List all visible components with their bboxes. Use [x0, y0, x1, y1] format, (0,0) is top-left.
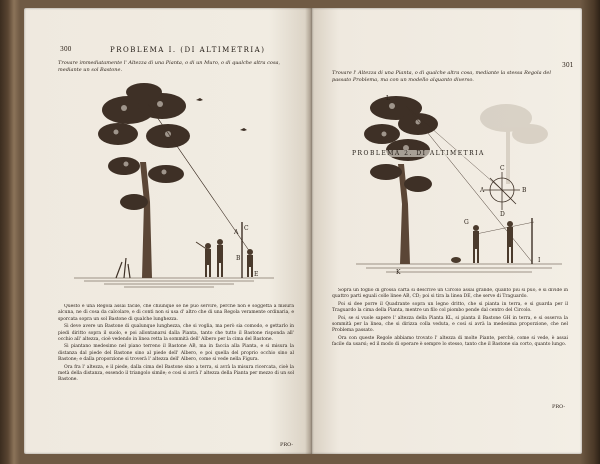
bird — [240, 128, 247, 131]
right-engraving — [356, 94, 566, 280]
body-paragraph: Questo è una Regola assai facile, che chiunque se ne può servire, perchè non è soggetta a misura alcuna, ne di cosa da calcolare, e di conti non si usa d' altro che di una Regola veramente ordinaria, e sporcata sopra un sol Bastone di qualche lunghezza. — [58, 304, 294, 322]
figure-label-a: A — [480, 187, 485, 194]
figure-label-a: A — [234, 229, 239, 236]
left-page-body — [58, 304, 294, 442]
small-plant — [116, 258, 130, 278]
figure-label-b: B — [236, 255, 241, 262]
body-paragraph: Si piantano medesimo nel piano terreno il Bastone AB, ma in faccia alla Pianta, e si misura la distanza dal piede del Bastone sino al piede dell' Albero, e poi quella del proprio occhio sino al Bastone; e dalla proporzione si troverà l' altezza dell' Albero, come si vede nella Figura. — [58, 344, 294, 363]
right-page-body — [332, 288, 568, 396]
figure-label-g: G — [464, 219, 469, 226]
left-page-headline: PROBLEMA I. (DI ALTIMETRIA) — [110, 46, 266, 54]
body-paragraph: Ora con queste Regole abbiamo trovato l' altezza di molte Piante, perchè, come si vede, è assai facile da usarsi; ed il modo di operare è sempre lo stesso, tanto che il Bastone sia corto, quanto lungo. — [332, 335, 568, 348]
figure-label-e: E — [254, 271, 259, 278]
right-page-intro: Trovare l' Altezza di una Pianta, o di qualche altra cosa, mediante la stessa Regola del passato Problema, ma con un modello alquanto diverso. — [332, 70, 551, 83]
figure-label-b: B — [522, 187, 527, 194]
left-page-number: 300 — [60, 46, 72, 53]
right-page — [312, 8, 582, 454]
left-engraving — [64, 82, 284, 296]
body-paragraph: Poi, se si vuole sapere l' altezza della Pianta KL, si pianta il Bastone GH in terra, e si osserva la sommità per la linea, che si dirizza colla veduta, e così si avrà la medesima proporzione, che nel Problema passato. — [332, 315, 568, 334]
ground-hatching — [74, 278, 274, 287]
left-page — [24, 8, 312, 454]
figure-label-d: D — [500, 211, 505, 218]
right-page-headline: PROBLEMA 2. DI ALTIMETRIA — [352, 150, 485, 157]
right-catchword: PRO- — [552, 404, 566, 410]
left-catchword: PRO- — [280, 442, 294, 448]
figure-label-i: I — [538, 257, 541, 264]
ground-hatching — [356, 264, 562, 272]
quadrant-circle — [484, 172, 520, 210]
figure-label-l: L — [386, 95, 390, 102]
observer-figures — [205, 239, 253, 277]
bird — [196, 98, 203, 101]
tree-trunk — [140, 162, 152, 278]
figure-label-c: C — [244, 225, 249, 232]
body-paragraph: Sopra un foglio di grossa carta si descrive un Circolo assai grande, quanto più si può, e si divide in quattro parti eguali colle linee AB, CD; poi si tira la linea DE, che serve di Traguardo. — [332, 288, 568, 300]
body-paragraph: Poi si dee porre il Quadrante sopra un legno dritto, che si pianta in terra, e si guarda per il Traguardo la cima della Pianta, mentre un filo col piombo pende dal centro del Circolo. — [332, 301, 568, 314]
left-page-intro: Trovare immediatamente l' Altezza di una Pianta, o di un Muro, o di qualche altra cosa, mediante un sol Bastone. — [58, 60, 281, 73]
figure-label-c: C — [500, 165, 505, 172]
body-paragraph: Si deve avere un Bastone di qualunque lunghezza, che si voglia, ma però sia comodo, e gettarlo in piedi diritto sopra il suolo, e poi allontanarsi dalla Pianta, tanto che tutto il Bastone risponda all' occhio all' altezza, cioè vedendo in linea retta la sommità dell' Albero per la cima del Bastone. — [58, 324, 294, 343]
figure-label-k: K — [396, 269, 401, 276]
body-paragraph: Ora fra l' altezza, e il piede, dalla cima del Bastone sino a terra, si avrà la misura ricercata, cioè la metà della distanza, essendo il triangolo simile; e così si avrà l' altezza della Pianta per mezzo di un sol Bastone. — [58, 364, 294, 383]
right-page-number: 301 — [562, 62, 574, 69]
